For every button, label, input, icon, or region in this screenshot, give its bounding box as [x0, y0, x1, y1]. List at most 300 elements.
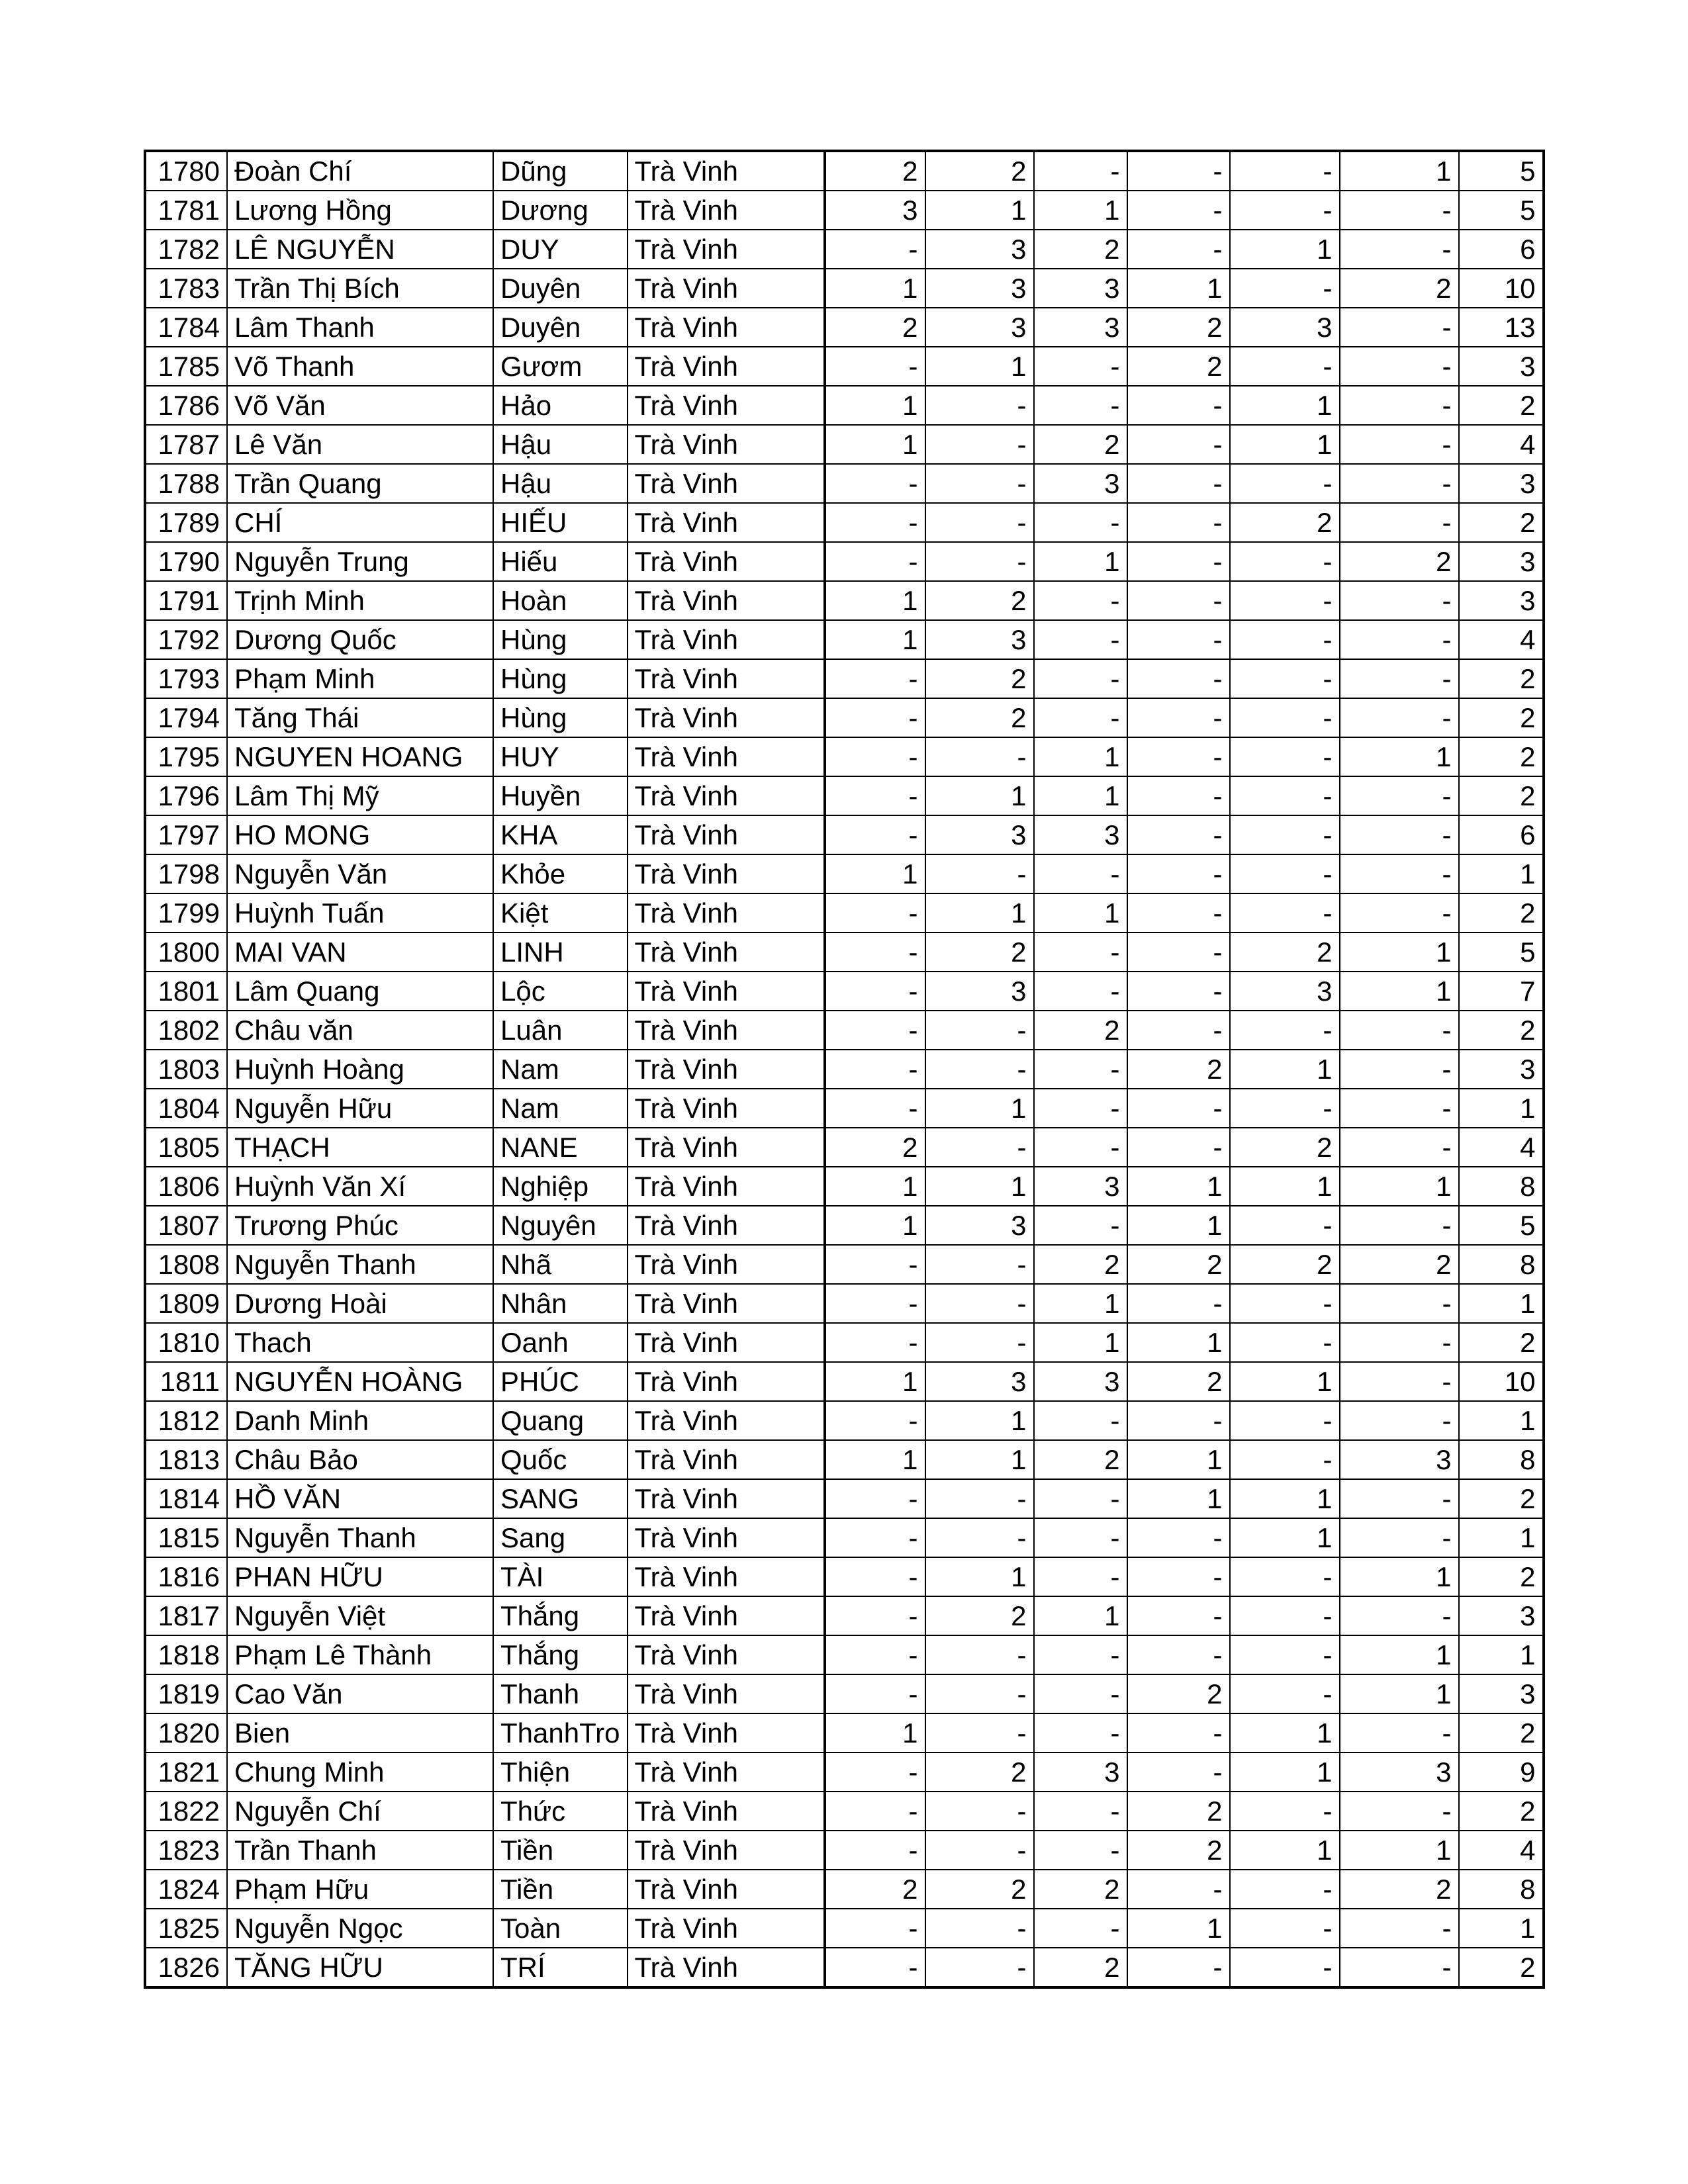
- cell-row-number: 1795: [145, 737, 227, 776]
- table-row: [145, 1284, 1544, 1323]
- cell-score-5: -: [1230, 854, 1340, 893]
- cell-province: Trà Vinh: [628, 972, 825, 1011]
- cell-province: Trà Vinh: [628, 1401, 825, 1440]
- cell-score-4: 1: [1127, 1479, 1230, 1518]
- cell-surname: Châu Bảo: [227, 1440, 493, 1479]
- cell-score-5: -: [1230, 1948, 1340, 1987]
- cell-score-2: -: [925, 1831, 1034, 1870]
- cell-score-6: -: [1340, 581, 1459, 620]
- cell-score-3: 2: [1034, 1011, 1127, 1050]
- cell-given-name: Nam: [493, 1050, 628, 1089]
- cell-score-3: 1: [1034, 1323, 1127, 1362]
- cell-province: Trà Vinh: [628, 347, 825, 386]
- cell-total: 2: [1459, 503, 1544, 542]
- cell-score-1: -: [825, 1831, 925, 1870]
- cell-province: Trà Vinh: [628, 1674, 825, 1713]
- table-row: [145, 581, 1544, 620]
- cell-score-1: -: [825, 1479, 925, 1518]
- cell-total: 3: [1459, 1596, 1544, 1635]
- cell-score-4: -: [1127, 933, 1230, 972]
- cell-score-2: 3: [925, 308, 1034, 347]
- cell-score-6: -: [1340, 464, 1459, 503]
- cell-score-6: -: [1340, 1518, 1459, 1557]
- cell-province: Trà Vinh: [628, 1050, 825, 1089]
- cell-score-3: -: [1034, 1206, 1127, 1245]
- table-row: [145, 1831, 1544, 1870]
- cell-score-3: 1: [1034, 542, 1127, 581]
- table-row: [145, 1050, 1544, 1089]
- cell-given-name: Hậu: [493, 425, 628, 464]
- cell-score-6: -: [1340, 191, 1459, 230]
- cell-total: 2: [1459, 1479, 1544, 1518]
- cell-score-6: -: [1340, 1362, 1459, 1401]
- table-row: [145, 1557, 1544, 1596]
- cell-score-2: -: [925, 1245, 1034, 1284]
- table-row: [145, 776, 1544, 815]
- cell-score-5: -: [1230, 1401, 1340, 1440]
- cell-total: 4: [1459, 1128, 1544, 1167]
- table-row: [145, 815, 1544, 854]
- cell-score-2: 3: [925, 815, 1034, 854]
- cell-score-4: 1: [1127, 1206, 1230, 1245]
- cell-score-2: -: [925, 1011, 1034, 1050]
- cell-score-1: -: [825, 893, 925, 933]
- cell-score-4: 1: [1127, 1323, 1230, 1362]
- cell-score-4: -: [1127, 1518, 1230, 1557]
- table-row: [145, 620, 1544, 659]
- cell-score-2: -: [925, 1674, 1034, 1713]
- cell-given-name: TÀI: [493, 1557, 628, 1596]
- cell-score-4: -: [1127, 815, 1230, 854]
- cell-given-name: TRÍ: [493, 1948, 628, 1987]
- cell-score-5: -: [1230, 737, 1340, 776]
- cell-score-1: -: [825, 1050, 925, 1089]
- cell-score-2: -: [925, 386, 1034, 425]
- cell-given-name: Quốc: [493, 1440, 628, 1479]
- table-row: [145, 972, 1544, 1011]
- cell-total: 1: [1459, 1518, 1544, 1557]
- cell-score-6: -: [1340, 698, 1459, 737]
- cell-score-6: 1: [1340, 1635, 1459, 1674]
- cell-score-4: -: [1127, 542, 1230, 581]
- cell-score-4: -: [1127, 230, 1230, 269]
- cell-score-2: 2: [925, 659, 1034, 698]
- cell-row-number: 1825: [145, 1909, 227, 1948]
- cell-total: 1: [1459, 1284, 1544, 1323]
- cell-surname: Lâm Quang: [227, 972, 493, 1011]
- table-row: [145, 464, 1544, 503]
- cell-score-5: 2: [1230, 1245, 1340, 1284]
- cell-score-4: -: [1127, 854, 1230, 893]
- cell-score-2: 2: [925, 151, 1034, 191]
- cell-score-5: -: [1230, 1674, 1340, 1713]
- cell-score-3: -: [1034, 698, 1127, 737]
- cell-row-number: 1790: [145, 542, 227, 581]
- cell-surname: Lâm Thanh: [227, 308, 493, 347]
- table-row: [145, 1323, 1544, 1362]
- cell-surname: HỒ VĂN: [227, 1479, 493, 1518]
- cell-score-4: -: [1127, 1557, 1230, 1596]
- cell-score-4: -: [1127, 1596, 1230, 1635]
- cell-province: Trà Vinh: [628, 815, 825, 854]
- cell-score-5: 1: [1230, 1167, 1340, 1206]
- cell-score-6: -: [1340, 815, 1459, 854]
- cell-surname: Trần Thị Bích: [227, 269, 493, 308]
- cell-total: 6: [1459, 815, 1544, 854]
- cell-score-3: -: [1034, 347, 1127, 386]
- cell-score-1: -: [825, 1284, 925, 1323]
- cell-score-2: 3: [925, 620, 1034, 659]
- cell-score-6: 1: [1340, 1674, 1459, 1713]
- cell-total: 8: [1459, 1245, 1544, 1284]
- cell-given-name: Tiền: [493, 1831, 628, 1870]
- cell-score-3: 3: [1034, 308, 1127, 347]
- cell-province: Trà Vinh: [628, 1362, 825, 1401]
- cell-score-2: 3: [925, 972, 1034, 1011]
- cell-province: Trà Vinh: [628, 776, 825, 815]
- cell-score-6: -: [1340, 347, 1459, 386]
- cell-surname: Huỳnh Văn Xí: [227, 1167, 493, 1206]
- cell-province: Trà Vinh: [628, 1635, 825, 1674]
- cell-total: 4: [1459, 425, 1544, 464]
- cell-score-6: 1: [1340, 737, 1459, 776]
- cell-given-name: Nguyên: [493, 1206, 628, 1245]
- cell-score-1: 1: [825, 581, 925, 620]
- cell-row-number: 1805: [145, 1128, 227, 1167]
- cell-province: Trà Vinh: [628, 425, 825, 464]
- cell-province: Trà Vinh: [628, 1206, 825, 1245]
- cell-total: 8: [1459, 1440, 1544, 1479]
- cell-score-4: -: [1127, 972, 1230, 1011]
- cell-province: Trà Vinh: [628, 698, 825, 737]
- cell-score-6: -: [1340, 230, 1459, 269]
- cell-surname: Trần Quang: [227, 464, 493, 503]
- cell-score-1: 1: [825, 269, 925, 308]
- cell-total: 1: [1459, 1909, 1544, 1948]
- cell-given-name: Thanh: [493, 1674, 628, 1713]
- cell-province: Trà Vinh: [628, 1870, 825, 1909]
- cell-score-6: -: [1340, 1050, 1459, 1089]
- cell-province: Trà Vinh: [628, 1518, 825, 1557]
- cell-province: Trà Vinh: [628, 893, 825, 933]
- cell-given-name: Nhã: [493, 1245, 628, 1284]
- cell-given-name: Gươm: [493, 347, 628, 386]
- table-row: [145, 503, 1544, 542]
- cell-row-number: 1785: [145, 347, 227, 386]
- cell-score-4: 2: [1127, 1674, 1230, 1713]
- cell-row-number: 1784: [145, 308, 227, 347]
- cell-surname: Danh Minh: [227, 1401, 493, 1440]
- cell-province: Trà Vinh: [628, 1752, 825, 1792]
- cell-score-1: 1: [825, 1440, 925, 1479]
- cell-row-number: 1812: [145, 1401, 227, 1440]
- cell-score-5: -: [1230, 191, 1340, 230]
- cell-row-number: 1822: [145, 1792, 227, 1831]
- cell-given-name: Thức: [493, 1792, 628, 1831]
- cell-total: 3: [1459, 347, 1544, 386]
- cell-score-5: 2: [1230, 933, 1340, 972]
- cell-score-6: -: [1340, 425, 1459, 464]
- cell-surname: Trịnh Minh: [227, 581, 493, 620]
- cell-surname: Nguyễn Ngọc: [227, 1909, 493, 1948]
- table-row: [145, 308, 1544, 347]
- cell-total: 13: [1459, 308, 1544, 347]
- table-row: [145, 1713, 1544, 1752]
- cell-province: Trà Vinh: [628, 1713, 825, 1752]
- cell-row-number: 1819: [145, 1674, 227, 1713]
- cell-score-6: 3: [1340, 1440, 1459, 1479]
- cell-surname: Lê Văn: [227, 425, 493, 464]
- cell-score-6: -: [1340, 1596, 1459, 1635]
- cell-surname: Lương Hồng: [227, 191, 493, 230]
- cell-score-3: 2: [1034, 1948, 1127, 1987]
- cell-score-3: -: [1034, 1479, 1127, 1518]
- cell-score-3: -: [1034, 386, 1127, 425]
- cell-score-1: -: [825, 1596, 925, 1635]
- cell-score-4: 1: [1127, 1440, 1230, 1479]
- cell-given-name: Dũng: [493, 151, 628, 191]
- cell-score-2: -: [925, 1479, 1034, 1518]
- cell-total: 2: [1459, 776, 1544, 815]
- cell-row-number: 1807: [145, 1206, 227, 1245]
- cell-total: 2: [1459, 386, 1544, 425]
- cell-given-name: Dương: [493, 191, 628, 230]
- cell-row-number: 1809: [145, 1284, 227, 1323]
- cell-given-name: Duyên: [493, 308, 628, 347]
- cell-score-3: -: [1034, 1518, 1127, 1557]
- cell-province: Trà Vinh: [628, 308, 825, 347]
- table-row: [145, 1792, 1544, 1831]
- cell-score-5: 2: [1230, 503, 1340, 542]
- cell-score-6: -: [1340, 1089, 1459, 1128]
- cell-surname: Trần Thanh: [227, 1831, 493, 1870]
- cell-surname: THẠCH: [227, 1128, 493, 1167]
- cell-score-3: -: [1034, 1674, 1127, 1713]
- cell-province: Trà Vinh: [628, 191, 825, 230]
- cell-score-5: 1: [1230, 230, 1340, 269]
- cell-score-3: -: [1034, 1128, 1127, 1167]
- cell-score-4: 2: [1127, 1831, 1230, 1870]
- cell-score-1: 1: [825, 620, 925, 659]
- cell-score-3: -: [1034, 1401, 1127, 1440]
- cell-score-5: -: [1230, 1792, 1340, 1831]
- cell-score-6: -: [1340, 308, 1459, 347]
- cell-given-name: ThanhTro: [493, 1713, 628, 1752]
- cell-score-3: -: [1034, 1050, 1127, 1089]
- cell-given-name: Sang: [493, 1518, 628, 1557]
- cell-score-2: 1: [925, 347, 1034, 386]
- cell-row-number: 1783: [145, 269, 227, 308]
- cell-score-2: -: [925, 1050, 1034, 1089]
- cell-score-2: 2: [925, 1752, 1034, 1792]
- cell-total: 5: [1459, 933, 1544, 972]
- cell-given-name: Quang: [493, 1401, 628, 1440]
- table-row: [145, 269, 1544, 308]
- table-row: [145, 1362, 1544, 1401]
- table-row: [145, 698, 1544, 737]
- cell-province: Trà Vinh: [628, 1167, 825, 1206]
- cell-score-1: 2: [825, 1128, 925, 1167]
- cell-score-5: -: [1230, 1323, 1340, 1362]
- cell-total: 10: [1459, 1362, 1544, 1401]
- cell-row-number: 1802: [145, 1011, 227, 1050]
- cell-province: Trà Vinh: [628, 230, 825, 269]
- table-row: [145, 1206, 1544, 1245]
- cell-score-6: 1: [1340, 933, 1459, 972]
- cell-score-1: -: [825, 776, 925, 815]
- cell-row-number: 1811: [145, 1362, 227, 1401]
- cell-row-number: 1799: [145, 893, 227, 933]
- cell-score-4: 2: [1127, 308, 1230, 347]
- cell-score-1: -: [825, 815, 925, 854]
- cell-score-3: -: [1034, 1909, 1127, 1948]
- score-table: [144, 150, 1545, 1989]
- cell-total: 3: [1459, 1674, 1544, 1713]
- cell-surname: Nguyễn Việt: [227, 1596, 493, 1635]
- cell-score-4: -: [1127, 191, 1230, 230]
- cell-row-number: 1818: [145, 1635, 227, 1674]
- table-row: [145, 659, 1544, 698]
- cell-province: Trà Vinh: [628, 151, 825, 191]
- cell-score-6: 1: [1340, 1167, 1459, 1206]
- table-row: [145, 1245, 1544, 1284]
- cell-score-5: 1: [1230, 386, 1340, 425]
- cell-score-5: 1: [1230, 1050, 1340, 1089]
- cell-province: Trà Vinh: [628, 1323, 825, 1362]
- cell-surname: Châu văn: [227, 1011, 493, 1050]
- cell-score-5: 2: [1230, 1128, 1340, 1167]
- cell-province: Trà Vinh: [628, 737, 825, 776]
- cell-score-5: -: [1230, 347, 1340, 386]
- cell-score-3: -: [1034, 503, 1127, 542]
- cell-score-2: -: [925, 1323, 1034, 1362]
- cell-score-2: 1: [925, 776, 1034, 815]
- cell-score-1: -: [825, 972, 925, 1011]
- cell-given-name: Nghiệp: [493, 1167, 628, 1206]
- cell-score-1: 2: [825, 151, 925, 191]
- cell-score-4: 2: [1127, 347, 1230, 386]
- cell-score-6: -: [1340, 1401, 1459, 1440]
- cell-total: 2: [1459, 1792, 1544, 1831]
- cell-score-4: -: [1127, 1713, 1230, 1752]
- cell-province: Trà Vinh: [628, 542, 825, 581]
- cell-given-name: NANE: [493, 1128, 628, 1167]
- cell-total: 1: [1459, 1635, 1544, 1674]
- cell-given-name: Kiệt: [493, 893, 628, 933]
- cell-surname: Phạm Lê Thành: [227, 1635, 493, 1674]
- cell-score-2: 1: [925, 191, 1034, 230]
- cell-score-4: -: [1127, 1284, 1230, 1323]
- cell-row-number: 1803: [145, 1050, 227, 1089]
- cell-total: 4: [1459, 1831, 1544, 1870]
- cell-score-5: -: [1230, 1206, 1340, 1245]
- cell-province: Trà Vinh: [628, 581, 825, 620]
- cell-given-name: Duyên: [493, 269, 628, 308]
- cell-total: 1: [1459, 1089, 1544, 1128]
- cell-province: Trà Vinh: [628, 1440, 825, 1479]
- cell-total: 2: [1459, 1557, 1544, 1596]
- cell-score-5: -: [1230, 1870, 1340, 1909]
- table-row: [145, 1948, 1544, 1987]
- table-row: [145, 1518, 1544, 1557]
- cell-total: 3: [1459, 542, 1544, 581]
- cell-given-name: LINH: [493, 933, 628, 972]
- cell-row-number: 1808: [145, 1245, 227, 1284]
- cell-surname: LÊ NGUYỄN: [227, 230, 493, 269]
- cell-surname: Trương Phúc: [227, 1206, 493, 1245]
- cell-given-name: Huyền: [493, 776, 628, 815]
- cell-score-5: -: [1230, 1440, 1340, 1479]
- cell-score-4: -: [1127, 464, 1230, 503]
- cell-score-1: -: [825, 230, 925, 269]
- cell-score-4: 2: [1127, 1792, 1230, 1831]
- cell-total: 4: [1459, 620, 1544, 659]
- cell-score-5: -: [1230, 776, 1340, 815]
- cell-surname: Bien: [227, 1713, 493, 1752]
- cell-score-3: 1: [1034, 776, 1127, 815]
- cell-score-2: -: [925, 1713, 1034, 1752]
- cell-row-number: 1820: [145, 1713, 227, 1752]
- table-row: [145, 1596, 1544, 1635]
- cell-row-number: 1821: [145, 1752, 227, 1792]
- cell-score-5: -: [1230, 620, 1340, 659]
- cell-score-2: 3: [925, 230, 1034, 269]
- cell-total: 5: [1459, 191, 1544, 230]
- cell-row-number: 1824: [145, 1870, 227, 1909]
- cell-score-3: -: [1034, 1713, 1127, 1752]
- cell-score-4: -: [1127, 659, 1230, 698]
- cell-surname: Tăng Thái: [227, 698, 493, 737]
- cell-score-3: 1: [1034, 893, 1127, 933]
- cell-score-6: 2: [1340, 1245, 1459, 1284]
- table-row: [145, 854, 1544, 893]
- cell-score-5: 1: [1230, 1713, 1340, 1752]
- cell-score-5: -: [1230, 269, 1340, 308]
- cell-score-6: -: [1340, 620, 1459, 659]
- cell-score-1: 3: [825, 191, 925, 230]
- cell-score-3: 3: [1034, 1362, 1127, 1401]
- cell-surname: Dương Quốc: [227, 620, 493, 659]
- table-row: [145, 151, 1544, 191]
- cell-score-2: -: [925, 425, 1034, 464]
- cell-surname: Võ Thanh: [227, 347, 493, 386]
- cell-score-1: -: [825, 1557, 925, 1596]
- cell-score-3: 2: [1034, 1440, 1127, 1479]
- cell-score-4: -: [1127, 425, 1230, 464]
- cell-score-1: -: [825, 1518, 925, 1557]
- table-row: [145, 1011, 1544, 1050]
- cell-score-2: -: [925, 1909, 1034, 1948]
- cell-row-number: 1796: [145, 776, 227, 815]
- cell-row-number: 1817: [145, 1596, 227, 1635]
- cell-score-1: -: [825, 1674, 925, 1713]
- cell-province: Trà Vinh: [628, 1831, 825, 1870]
- cell-province: Trà Vinh: [628, 659, 825, 698]
- cell-score-6: -: [1340, 1479, 1459, 1518]
- cell-score-4: -: [1127, 386, 1230, 425]
- cell-total: 2: [1459, 1011, 1544, 1050]
- cell-total: 2: [1459, 1713, 1544, 1752]
- cell-score-4: -: [1127, 1011, 1230, 1050]
- cell-score-2: 2: [925, 698, 1034, 737]
- cell-province: Trà Vinh: [628, 1284, 825, 1323]
- cell-score-3: -: [1034, 1635, 1127, 1674]
- cell-surname: Huỳnh Hoàng: [227, 1050, 493, 1089]
- cell-score-5: -: [1230, 659, 1340, 698]
- cell-total: 2: [1459, 659, 1544, 698]
- cell-row-number: 1791: [145, 581, 227, 620]
- cell-surname: Võ Văn: [227, 386, 493, 425]
